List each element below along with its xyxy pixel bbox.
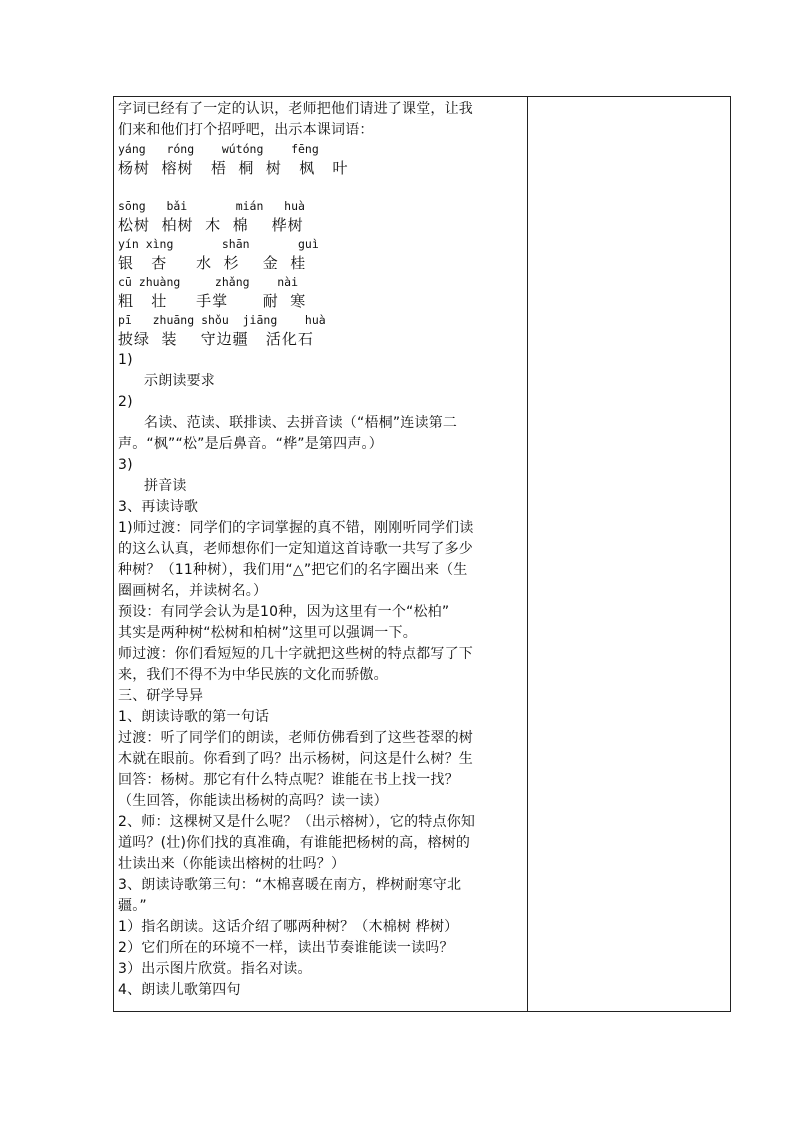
body-line: 2、师：这棵树又是什么呢？（出示榕树），它的特点你知 (118, 814, 476, 830)
step-number: 3) (118, 457, 133, 473)
body-line: 其实是两种树“松树和柏树”这里可以强调一下。 (118, 625, 417, 641)
pinyin-line: pī zhuāng shǒu jiāng huà (118, 313, 326, 327)
pinyin-line: yín xìng shān guì (118, 237, 319, 251)
section-heading: 1、朗读诗歌的第一句话 (118, 709, 270, 725)
step-text: 名读、范读、联排读、去拼音读（“梧桐”连读第二 (144, 415, 458, 431)
body-line: 木就在眼前。你看到了吗？出示杨树，问这是什么树？生 (118, 751, 473, 767)
word-line: 银 杏 水 杉 金 桂 (118, 254, 307, 272)
body-line: 3）出示图片欣赏。指名对读。 (118, 961, 312, 977)
pinyin-line: yáng róng wútóng fēng (118, 142, 319, 156)
word-line: 披绿 装 守边疆 活化石 (118, 330, 314, 348)
body-line: 的这么认真，老师想你们一定知道这首诗歌一共写了多少 (118, 541, 473, 557)
section-heading: 3、再读诗歌 (118, 499, 199, 515)
section-heading: 三、研学导异 (118, 688, 204, 704)
lesson-table (113, 96, 731, 1012)
step-text: 拼音读 (144, 478, 187, 494)
body-line: 道吗？(壮)你们找的真准确，有谁能把杨树的高，榕树的 (118, 835, 471, 851)
lesson-content-column (118, 99, 522, 1001)
step-text: 示朗读要求 (144, 373, 215, 389)
body-line: 过渡：听了同学们的朗读，老师仿佛看到了这些苍翠的树 (118, 730, 473, 746)
body-line: （生回答，你能读出杨树的高吗？读一读） (118, 793, 388, 809)
body-line: 2）它们所在的环境不一样，读出节奏谁能读一读吗？ (118, 940, 454, 956)
section-heading: 3、朗读诗歌第三句：“木棉喜暖在南方，桦树耐寒守北 (118, 877, 462, 893)
lesson-body (118, 497, 522, 1001)
body-line: 1)师过渡：同学们的字词掌握的真不错，刚刚听同学们读 (118, 520, 474, 536)
pinyin-line: sōng bǎi mián huà (118, 199, 305, 213)
vocab-group (118, 141, 522, 350)
word-line: 杨树 榕树 梧 桐 树 枫 叶 (118, 159, 349, 177)
body-line: 来，我们不得不为中华民族的文化而骄傲。 (118, 667, 388, 683)
body-line: 回答：杨树。那它有什么特点呢？谁能在书上找一找？ (118, 772, 459, 788)
body-line: 壮读出来（你能读出榕树的壮吗？） (118, 856, 346, 872)
word-line: 松树 柏树 木 棉 桦树 (118, 216, 304, 234)
step-number: 2) (118, 394, 133, 410)
word-line: 粗 壮 手掌 耐 寒 (118, 292, 307, 310)
body-line: 种树？（11种树），我们用“△”把它们的名字圈出来（生 (118, 562, 468, 578)
pinyin-line: cū zhuàng zhǎng nài (118, 275, 299, 289)
intro-line: 字词已经有了一定的认识，老师把他们请进了课堂，让我 (118, 101, 473, 117)
step-text-continued: 声。“枫”“松”是后鼻音。“桦”是第四声。） (118, 436, 383, 452)
section-heading: 4、朗读儿歌第四句 (118, 982, 241, 998)
intro-line: 们来和他们打个招呼吧，出示本课词语： (118, 122, 374, 138)
step-number: 1) (118, 352, 133, 368)
notes-column (528, 97, 731, 1011)
body-line: 圈画树名，并读树名。） (118, 583, 268, 599)
body-line: 师过渡：你们看短短的几十字就把这些树的特点都写了下 (118, 646, 473, 662)
body-line: 疆。” (118, 898, 147, 914)
body-line: 预设：有同学会认为是10种，因为这里有一个“松柏” (118, 604, 450, 620)
body-line: 1）指名朗读。这话介绍了哪两种树？（木棉树 桦树） (118, 919, 459, 935)
